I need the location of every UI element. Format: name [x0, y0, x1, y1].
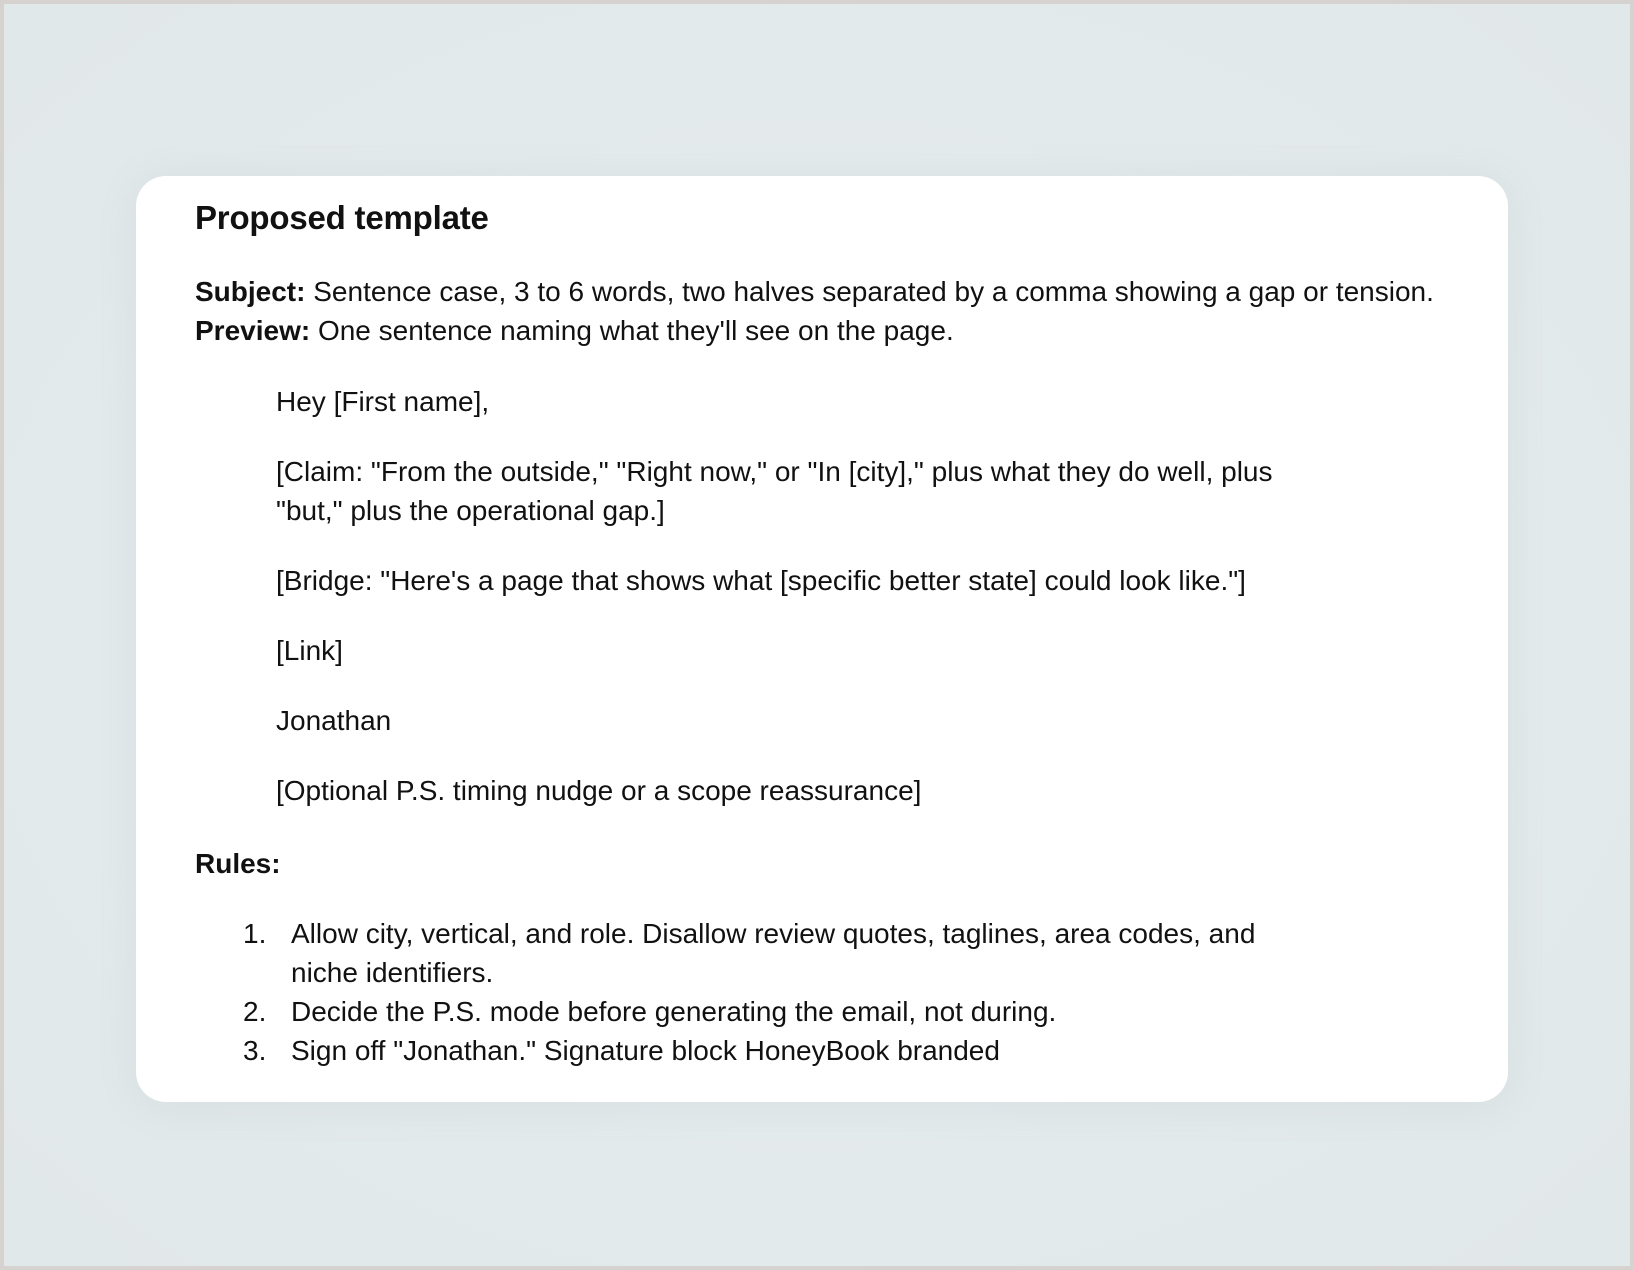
email-claim: [Claim: "From the outside," "Right now," or "In [city]," plus what they do well, plus "but," plus the operational gap.] — [276, 456, 1273, 526]
rule-text: Decide the P.S. mode before generating the email, not during. — [291, 996, 1057, 1027]
email-body-template — [276, 382, 1336, 810]
preview-label: Preview: — [195, 315, 311, 346]
rules-label: Rules: — [195, 848, 281, 879]
subject-text: Sentence case, 3 to 6 words, two halves separated by a comma showing a gap or tension. — [305, 276, 1434, 307]
rule-text: Allow city, vertical, and role. Disallow review quotes, taglines, area codes, and niche identifiers. — [291, 918, 1256, 988]
list-item — [195, 992, 1448, 1031]
rule-number: 1. — [243, 918, 267, 949]
subject-line — [195, 272, 1448, 311]
list-item — [195, 1031, 1448, 1070]
preview-line — [195, 311, 1448, 350]
card-title: Proposed template — [195, 199, 489, 236]
rules-list — [195, 914, 1448, 1070]
email-meta — [195, 272, 1448, 350]
subject-label: Subject: — [195, 276, 306, 307]
list-item — [195, 914, 1448, 992]
email-ps: [Optional P.S. timing nudge or a scope reassurance] — [276, 775, 922, 806]
rule-number: 2. — [243, 996, 267, 1027]
rule-text: Sign off "Jonathan." Signature block HoneyBook branded — [291, 1035, 1000, 1066]
email-bridge: [Bridge: "Here's a page that shows what [specific better state] could look like."] — [276, 565, 1246, 596]
preview-text: One sentence naming what they'll see on the page. — [310, 315, 954, 346]
email-greeting: Hey [First name], — [276, 386, 490, 417]
email-signoff: Jonathan — [276, 705, 392, 736]
template-card — [136, 176, 1508, 1102]
rule-number: 3. — [243, 1035, 267, 1066]
email-link-placeholder: [Link] — [276, 635, 343, 666]
